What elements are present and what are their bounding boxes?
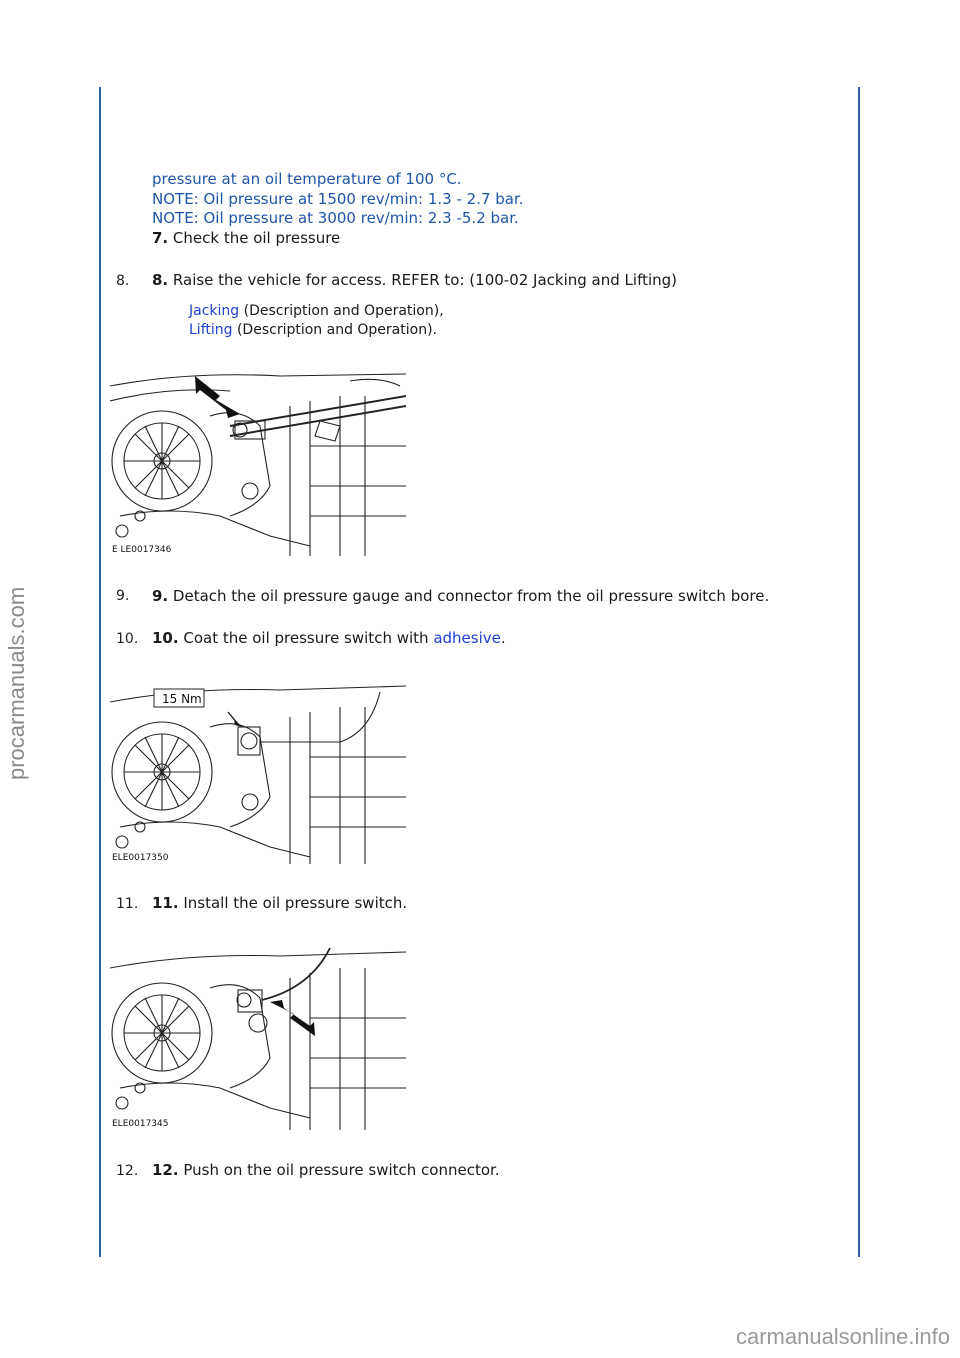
figure-1-label: E LE0017346 [112, 545, 172, 555]
figure-2-torque-switch [110, 672, 406, 864]
step-10-label: 10. [152, 629, 179, 647]
step-12-text [152, 1160, 500, 1180]
step-10-number: 10. [116, 631, 139, 647]
figure-1-oil-pressure-gauge [110, 366, 406, 556]
step-9-number: 9. [116, 588, 130, 604]
right-margin-rule [858, 87, 860, 1257]
note-line-1: pressure at an oil temperature of 100 °C. [152, 170, 462, 188]
watermark-carmanualsonline: carmanualsonline.info [735, 1324, 950, 1349]
ref-jacking-rest: (Description and Operation), [239, 303, 444, 319]
ref-lifting [189, 320, 437, 340]
step-12-label: 12. [152, 1161, 179, 1179]
step-7-body: Check the oil pressure [168, 229, 341, 247]
step-9-text [152, 586, 769, 606]
figure-2-label: ELE0017350 [112, 853, 169, 863]
step-8-number: 8. [116, 273, 130, 289]
watermark-procarmanuals: procarmanuals.com [4, 586, 29, 780]
adhesive-link[interactable]: adhesive [433, 629, 501, 647]
step-10-body: Coat the oil pressure switch with [178, 629, 434, 647]
step-12-body: Push on the oil pressure switch connector. [178, 1161, 500, 1179]
note-line-2: NOTE: Oil pressure at 1500 rev/min: 1.3 - 2.7 bar. [152, 190, 524, 208]
figure-2-torque-label: 15 Nm [162, 692, 202, 706]
step-11-label: 11. [152, 894, 179, 912]
step-9-body: Detach the oil pressure gauge and connector from the oil pressure switch bore. [168, 587, 770, 605]
figure-3-label: ELE0017345 [112, 1119, 169, 1129]
ref-lifting-rest: (Description and Operation). [232, 322, 437, 338]
figure-1-drawing [110, 366, 406, 556]
ref-jacking [189, 301, 444, 321]
step-10-tail: . [500, 629, 506, 647]
step-11-number: 11. [116, 896, 139, 912]
step-9-label: 9. [152, 587, 169, 605]
step-8-label: 8. [152, 271, 169, 289]
step-8-body: Raise the vehicle for access. REFER to: (100-02 Jacking and Lifting) [168, 271, 678, 289]
step-7-label: 7. [152, 229, 169, 247]
lifting-link[interactable]: Lifting [189, 322, 233, 338]
step-10-text [152, 628, 506, 648]
step-8-text [152, 270, 677, 290]
figure-3-drawing [110, 938, 406, 1130]
note-line-3: NOTE: Oil pressure at 3000 rev/min: 2.3 -5.2 bar. [152, 209, 519, 227]
step-11-body: Install the oil pressure switch. [178, 894, 408, 912]
figure-2-drawing [110, 672, 406, 864]
step-11-text [152, 893, 407, 913]
figure-3-install-switch [110, 938, 406, 1130]
jacking-link[interactable]: Jacking [189, 303, 240, 319]
left-margin-rule [99, 87, 101, 1257]
step-7-text [152, 228, 340, 248]
step-12-number: 12. [116, 1163, 139, 1179]
